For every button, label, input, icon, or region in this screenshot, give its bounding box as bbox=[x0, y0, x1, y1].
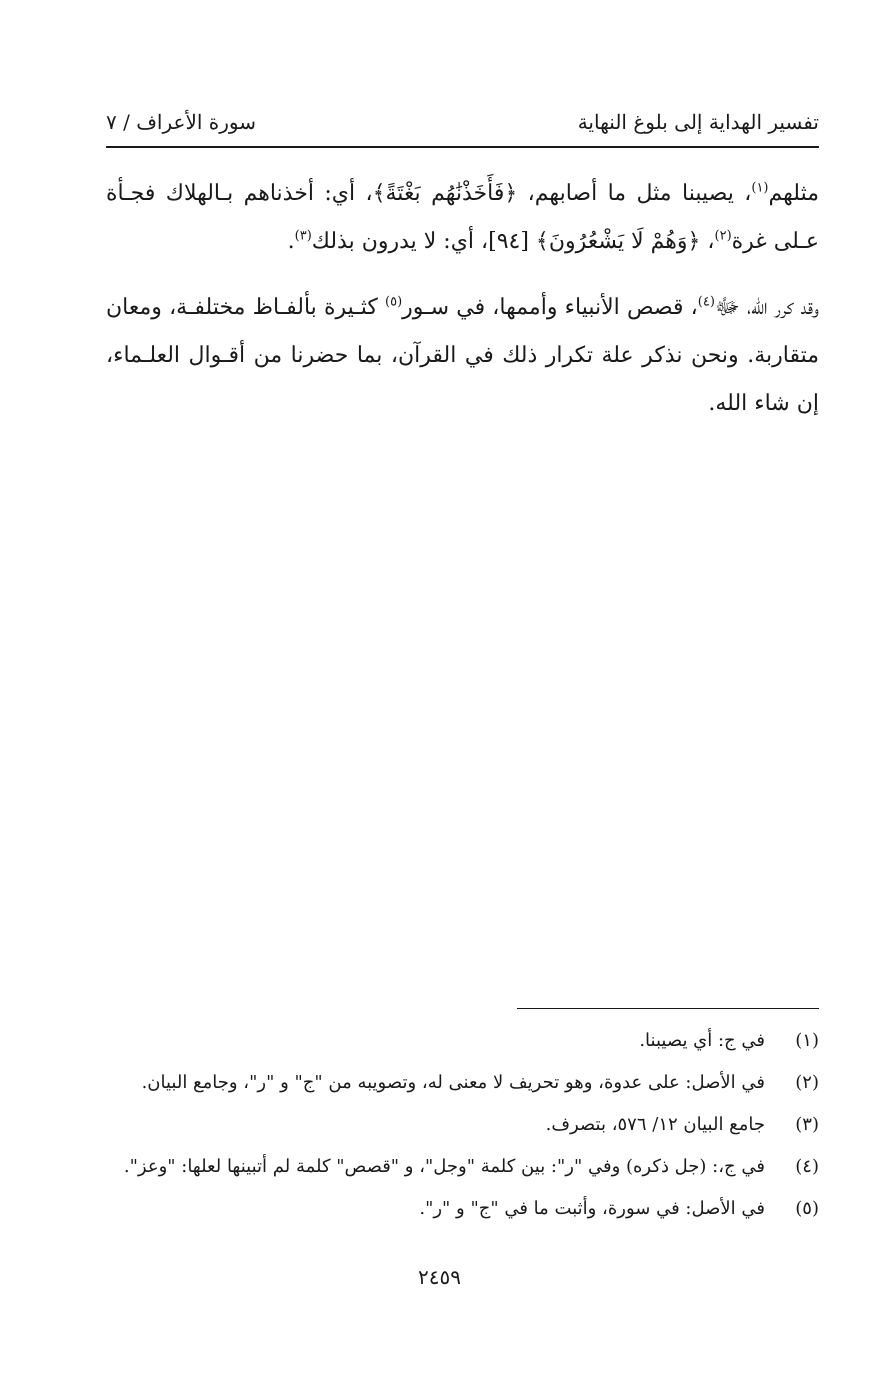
paragraph-2 bbox=[106, 284, 819, 428]
footnote-item bbox=[106, 1198, 819, 1240]
paragraph-text: كثـيرة بألفـاظ مختلفـة، ومعان متقاربة. ونحن نذكر علة تكرار ذلك في القرآن، بما حضرنا من أقـوال العلـماء، إن شاء الله. bbox=[106, 295, 819, 416]
surah-page-label: سورة الأعراف / ٧ bbox=[106, 110, 257, 134]
footnote-ref-2: (٢) bbox=[714, 228, 732, 244]
footnote-item bbox=[106, 1030, 819, 1072]
footnote-number: (٤) bbox=[795, 1156, 819, 1177]
footnote-text: في الأصل: على عدوة، وهو تحريف لا معنى له، وتصويبه من "ج" و "ر"، وجامع البيان. bbox=[141, 1072, 765, 1093]
header-divider bbox=[106, 146, 819, 148]
paragraph-text: وقد كرر الله، ﷻ bbox=[714, 295, 819, 320]
footnote-text: في ج،: (جل ذكره) وفي "ر": بين كلمة "وجل"، و "قصص" كلمة لم أتبينها لعلها: "وعز". bbox=[123, 1156, 765, 1177]
paragraph-1 bbox=[106, 170, 819, 266]
book-title: تفسير الهداية إلى بلوغ النهاية bbox=[577, 110, 819, 134]
footnote-number: (٣) bbox=[795, 1114, 819, 1135]
footnote-item bbox=[106, 1156, 819, 1198]
paragraph-text: ، قصص الأنبياء وأممها، في سـور bbox=[402, 295, 698, 320]
footnote-divider bbox=[517, 1008, 819, 1009]
paragraph-text: . bbox=[287, 229, 295, 254]
footnotes bbox=[106, 1030, 819, 1240]
paragraph-text: مثلهم bbox=[768, 181, 819, 206]
footnote-ref-5: (٥) bbox=[385, 294, 403, 310]
footnote-text: في ج: أي يصيبنا. bbox=[639, 1030, 765, 1051]
footnote-number: (٢) bbox=[795, 1072, 819, 1093]
footnote-number: (١) bbox=[795, 1030, 819, 1051]
footnote-item bbox=[106, 1114, 819, 1156]
paragraph-text: ، يصيبنا مثل ما أصابهم، ﴿فَأَخَذْنَٰهُم بَغْتَةً﴾، أي: أخذناهم بـالهلاك فجـأة عـلى غرة bbox=[106, 181, 819, 254]
main-text bbox=[106, 170, 819, 446]
footnote-text: في الأصل: في سورة، وأثبت ما في "ج" و "ر". bbox=[419, 1198, 765, 1219]
paragraph-text: ، ﴿وَهُمْ لَا يَشْعُرُونَ﴾ [٩٤]، أي: لا يدرون بذلك bbox=[311, 229, 715, 254]
running-header bbox=[106, 100, 819, 144]
footnote-item bbox=[106, 1072, 819, 1114]
page-number: ٢٤٥٩ bbox=[418, 1265, 461, 1289]
footnote-ref-1: (١) bbox=[751, 180, 769, 196]
footnote-ref-4: (٤) bbox=[697, 294, 715, 310]
footnote-ref-3: (٣) bbox=[294, 228, 312, 244]
footnote-number: (٥) bbox=[795, 1198, 819, 1219]
footnote-text: جامع البيان ١٢/ ٥٧٦، بتصرف. bbox=[545, 1114, 765, 1135]
